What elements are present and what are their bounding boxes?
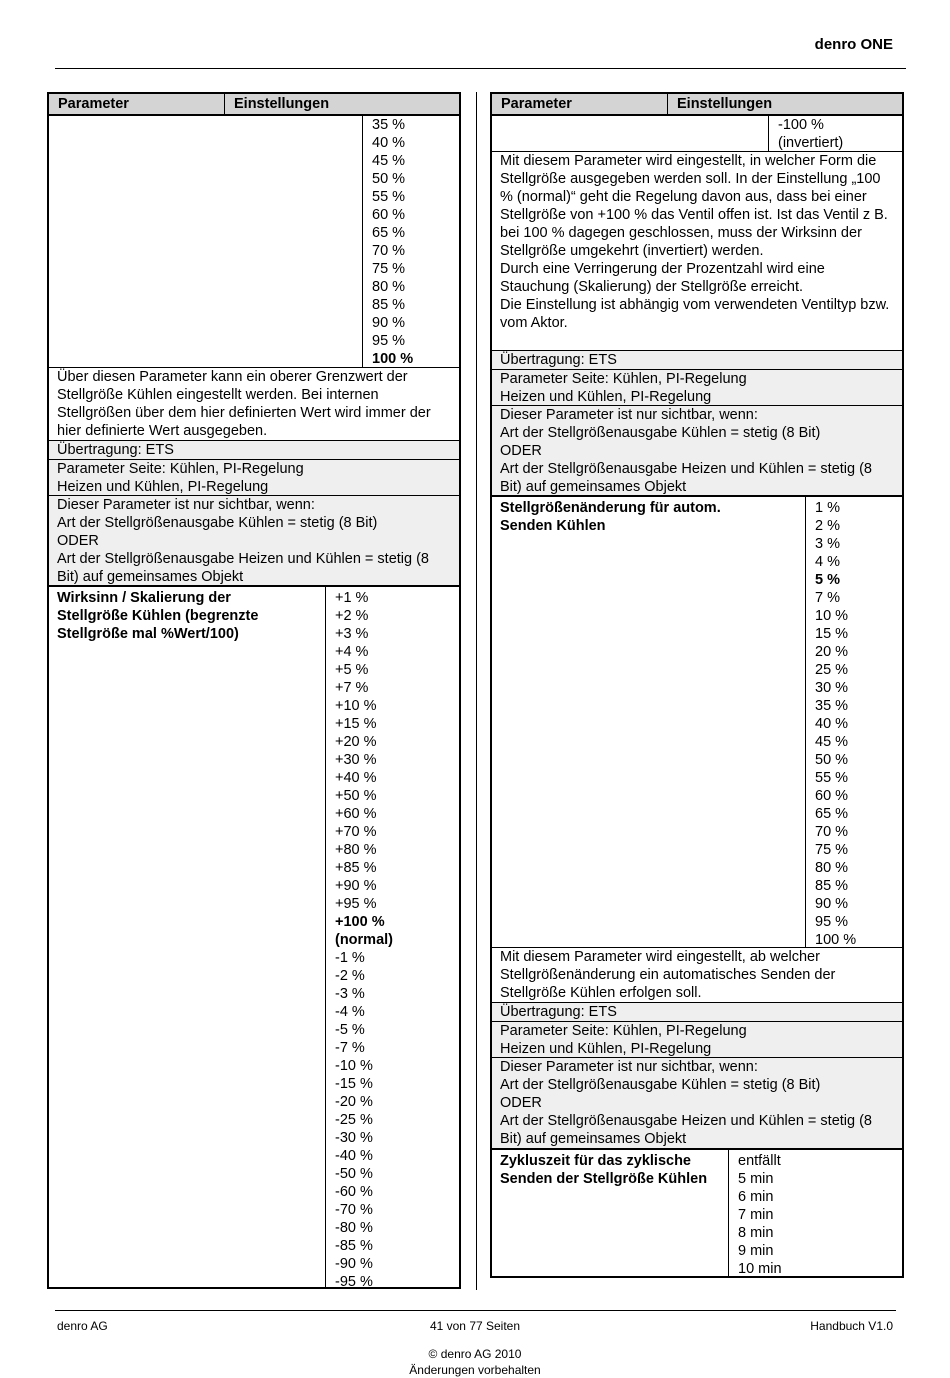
upper-limit-visibility: Dieser Parameter ist nur sichtbar, wenn: Art der Stellgrößenausgabe Kühlen = stetig (8 Bit) ODER Art der Stellgrößenausgabe Heizen und Kühlen = stetig (8 Bit) auf gemeinsames Objekt <box>57 497 429 585</box>
setting-value: 20 % <box>815 644 849 660</box>
footer-page-number: 41 von 77 Seiten <box>429 1319 521 1333</box>
setting-value: 95 % <box>815 914 849 930</box>
header-divider <box>55 68 906 69</box>
setting-value: +10 % <box>335 698 377 714</box>
setting-value: +50 % <box>335 788 377 804</box>
setting-value: -60 % <box>335 1184 373 1200</box>
setting-value: 40 % <box>815 716 849 732</box>
setting-value: 30 % <box>815 680 849 696</box>
right-parameter-table <box>490 92 904 1278</box>
upper-limit-transfer: Übertragung: ETS <box>57 442 174 458</box>
setting-value: +2 % <box>335 608 369 624</box>
setting-value: 80 % <box>815 860 849 876</box>
setting-value: -70 % <box>335 1202 373 1218</box>
setting-value: -30 % <box>335 1130 373 1146</box>
wirksinn-transfer: Übertragung: ETS <box>500 352 617 368</box>
setting-value: -25 % <box>335 1112 373 1128</box>
setting-value: -7 % <box>335 1040 365 1056</box>
setting-value: 15 % <box>815 626 849 642</box>
wirksinn-parameter-name: Wirksinn / Skalierung der Stellgröße Kühlen (begrenzte Stellgröße mal %Wert/100) <box>57 590 259 642</box>
setting-value: 8 min <box>738 1225 774 1241</box>
setting-value: -80 % <box>335 1220 373 1236</box>
setting-value: 65 % <box>372 225 406 241</box>
setting-value: 75 % <box>372 261 406 277</box>
setting-value: 35 % <box>815 698 849 714</box>
setting-value: 90 % <box>815 896 849 912</box>
setting-value: 35 % <box>372 117 406 133</box>
setting-value: 7 min <box>738 1207 774 1223</box>
page-header-title: denro ONE <box>814 36 893 53</box>
setting-value: -4 % <box>335 1004 365 1020</box>
setting-value: -1 % <box>335 950 365 966</box>
setting-value: -5 % <box>335 1022 365 1038</box>
setting-value: +85 % <box>335 860 377 876</box>
setting-value: 5 min <box>738 1171 774 1187</box>
setting-value: +3 % <box>335 626 369 642</box>
setting-value: 10 % <box>815 608 849 624</box>
setting-value: -15 % <box>335 1076 373 1092</box>
setting-value: +90 % <box>335 878 377 894</box>
wirksinn-visibility: Dieser Parameter ist nur sichtbar, wenn: Art der Stellgrößenausgabe Kühlen = stetig (8 Bit) ODER Art der Stellgrößenausgabe Heizen und Kühlen = stetig (8 Bit) auf gemeinsames Objekt <box>500 407 872 495</box>
setting-value: +70 % <box>335 824 377 840</box>
setting-value: +7 % <box>335 680 369 696</box>
setting-value: +95 % <box>335 896 377 912</box>
setting-value: +15 % <box>335 716 377 732</box>
setting-value: +30 % <box>335 752 377 768</box>
change-parameter-page: Parameter Seite: Kühlen, PI-Regelung Heizen und Kühlen, PI-Regelung <box>500 1023 747 1057</box>
change-transfer: Übertragung: ETS <box>500 1004 617 1020</box>
wirksinn-values-continued <box>778 116 843 152</box>
change-visibility: Dieser Parameter ist nur sichtbar, wenn: Art der Stellgrößenausgabe Kühlen = stetig (8 Bit) ODER Art der Stellgrößenausgabe Heizen und Kühlen = stetig (8 Bit) auf gemeinsames Objekt <box>500 1059 872 1147</box>
cycle-values <box>738 1152 782 1278</box>
setting-value: entfällt <box>738 1153 781 1169</box>
setting-value: 5 % <box>815 572 840 588</box>
header-settings: Einstellungen <box>234 96 330 112</box>
setting-value: -95 % <box>335 1274 373 1290</box>
footer-divider <box>55 1310 896 1311</box>
setting-value: 70 % <box>815 824 849 840</box>
setting-value: 90 % <box>372 315 406 331</box>
setting-value: -50 % <box>335 1166 373 1182</box>
setting-value: 65 % <box>815 806 849 822</box>
footer-manual-version: Handbuch V1.0 <box>810 1319 893 1333</box>
setting-value: 45 % <box>815 734 849 750</box>
wirksinn-parameter-page: Parameter Seite: Kühlen, PI-Regelung Heizen und Kühlen, PI-Regelung <box>500 371 747 405</box>
setting-value: +80 % <box>335 842 377 858</box>
setting-value: 70 % <box>372 243 406 259</box>
setting-value: +20 % <box>335 734 377 750</box>
setting-value: 85 % <box>372 297 406 313</box>
setting-value: 50 % <box>815 752 849 768</box>
setting-value: (invertiert) <box>778 135 844 151</box>
setting-value: 10 min <box>738 1261 782 1277</box>
setting-value: 100 % <box>372 351 414 367</box>
change-description: Mit diesem Parameter wird eingestellt, ab welcher Stellgrößenänderung ein automatisches Senden der Stellgröße Kühlen erfolgen soll. <box>500 949 836 1001</box>
footer-copyright-block <box>0 1346 950 1378</box>
setting-value: +1 % <box>335 590 369 606</box>
setting-value: -90 % <box>335 1256 373 1272</box>
wirksinn-description: Mit diesem Parameter wird eingestellt, in welcher Form die Stellgröße ausgegeben werden soll. In der Einstellung „100 % (normal)“ geht die Regelung davon aus, dass bei einer Stellgröße von +100 % das Ventil offen ist. Ist das Ventil z B. bei 100 % dagegen geschlossen, muss der Wirksinn der Stellgröße umgekehrt (invertiert) werden. Durch eine Verringerung der Prozentzahl wird eine Stauchung (Skalierung) der Stellgröße erreicht. Die Einstellung ist abhängig vom verwendeten Ventiltyp bzw. vom Aktor. <box>500 153 890 331</box>
setting-value: -40 % <box>335 1148 373 1164</box>
column-divider <box>476 92 477 1290</box>
setting-value: 50 % <box>372 171 406 187</box>
setting-value: 6 min <box>738 1189 774 1205</box>
setting-value: -85 % <box>335 1238 373 1254</box>
setting-value: -10 % <box>335 1058 373 1074</box>
setting-value: 1 % <box>815 500 840 516</box>
setting-value: -2 % <box>335 968 365 984</box>
setting-value: 85 % <box>815 878 849 894</box>
setting-value: +40 % <box>335 770 377 786</box>
setting-value: +100 % <box>335 914 385 930</box>
setting-value: 55 % <box>815 770 849 786</box>
left-parameter-table <box>47 92 461 1289</box>
setting-value: 75 % <box>815 842 849 858</box>
footer-copyright: © denro AG 2010 <box>428 1347 522 1361</box>
wirksinn-values <box>335 589 393 1291</box>
setting-value: 9 min <box>738 1243 774 1259</box>
cycle-parameter-name: Zykluszeit für das zyklische Senden der Stellgröße Kühlen <box>500 1153 708 1187</box>
change-values <box>815 499 856 949</box>
setting-value: 80 % <box>372 279 406 295</box>
header-settings: Einstellungen <box>677 96 773 112</box>
footer-company: denro AG <box>57 1319 108 1333</box>
setting-value: 60 % <box>372 207 406 223</box>
upper-limit-values <box>372 116 413 368</box>
setting-value: 3 % <box>815 536 840 552</box>
setting-value: 2 % <box>815 518 840 534</box>
setting-value: 4 % <box>815 554 840 570</box>
footer-notice: Änderungen vorbehalten <box>409 1363 541 1377</box>
change-parameter-name: Stellgrößenänderung für autom. Senden Kühlen <box>500 500 721 534</box>
setting-value: 60 % <box>815 788 849 804</box>
setting-value: 7 % <box>815 590 840 606</box>
setting-value: +4 % <box>335 644 369 660</box>
setting-value: -3 % <box>335 986 365 1002</box>
header-parameter: Parameter <box>58 96 129 112</box>
setting-value: +60 % <box>335 806 377 822</box>
setting-value: -100 % <box>778 117 824 133</box>
setting-value: (normal) <box>335 932 393 948</box>
setting-value: +5 % <box>335 662 369 678</box>
header-parameter: Parameter <box>501 96 572 112</box>
setting-value: 55 % <box>372 189 406 205</box>
setting-value: 40 % <box>372 135 406 151</box>
setting-value: 25 % <box>815 662 849 678</box>
setting-value: -20 % <box>335 1094 373 1110</box>
upper-limit-parameter-page: Parameter Seite: Kühlen, PI-Regelung Heizen und Kühlen, PI-Regelung <box>57 461 304 495</box>
setting-value: 100 % <box>815 932 857 948</box>
upper-limit-description: Über diesen Parameter kann ein oberer Grenzwert der Stellgröße Kühlen eingestellt werden. Bei internen Stellgrößen über dem hier definierten Wert wird immer der hier definierte Wert ausgegeben. <box>57 369 431 439</box>
setting-value: 45 % <box>372 153 406 169</box>
setting-value: 95 % <box>372 333 406 349</box>
